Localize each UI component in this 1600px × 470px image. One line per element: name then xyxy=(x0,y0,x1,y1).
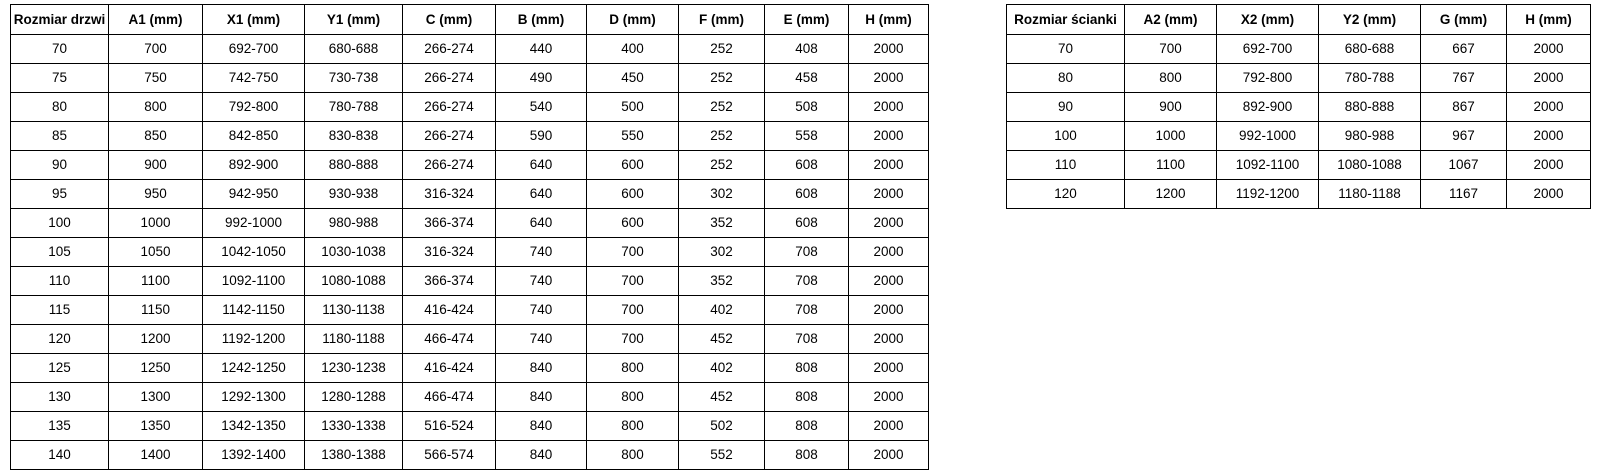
table-cell: 840 xyxy=(496,383,587,412)
table-cell: 992-1000 xyxy=(1217,122,1319,151)
table-row xyxy=(11,267,929,296)
table-row xyxy=(1007,93,1591,122)
table-cell: 800 xyxy=(1125,64,1217,93)
table-cell: 516-524 xyxy=(403,412,496,441)
table-cell: 2000 xyxy=(1507,122,1591,151)
table-cell: 266-274 xyxy=(403,35,496,64)
column-header: Rozmiar ścianki xyxy=(1007,5,1125,35)
table-cell: 730-738 xyxy=(305,64,403,93)
table-cell: 2000 xyxy=(1507,93,1591,122)
table-cell: 830-838 xyxy=(305,122,403,151)
table-cell: 600 xyxy=(587,209,679,238)
table-cell: 550 xyxy=(587,122,679,151)
table-cell: 2000 xyxy=(1507,35,1591,64)
table-cell: 808 xyxy=(765,383,849,412)
column-header: Y2 (mm) xyxy=(1319,5,1421,35)
table-cell: 1000 xyxy=(109,209,203,238)
table-cell: 490 xyxy=(496,64,587,93)
table-cell: 792-800 xyxy=(1217,64,1319,93)
table-cell: 1280-1288 xyxy=(305,383,403,412)
table-cell: 558 xyxy=(765,122,849,151)
table-cell: 700 xyxy=(109,35,203,64)
table-cell: 552 xyxy=(679,441,765,470)
table-row xyxy=(11,325,929,354)
table-cell: 466-474 xyxy=(403,325,496,354)
table-row xyxy=(11,180,929,209)
table-cell: 692-700 xyxy=(203,35,305,64)
column-header: B (mm) xyxy=(496,5,587,35)
table-cell: 2000 xyxy=(849,180,929,209)
table-cell: 2000 xyxy=(849,441,929,470)
table-row xyxy=(1007,35,1591,64)
table-cell: 266-274 xyxy=(403,151,496,180)
table-cell: 2000 xyxy=(1507,180,1591,209)
table-cell: 680-688 xyxy=(305,35,403,64)
table-cell: 508 xyxy=(765,93,849,122)
table-header-row xyxy=(11,5,929,35)
table-cell: 90 xyxy=(1007,93,1125,122)
table-cell: 125 xyxy=(11,354,109,383)
table-cell: 80 xyxy=(1007,64,1125,93)
table-cell: 640 xyxy=(496,209,587,238)
table-cell: 1192-1200 xyxy=(203,325,305,354)
table-cell: 608 xyxy=(765,209,849,238)
table-cell: 120 xyxy=(1007,180,1125,209)
table-cell: 708 xyxy=(765,325,849,354)
table-cell: 450 xyxy=(587,64,679,93)
table-cell: 135 xyxy=(11,412,109,441)
table-cell: 700 xyxy=(587,325,679,354)
table-row xyxy=(1007,180,1591,209)
table-cell: 1092-1100 xyxy=(203,267,305,296)
table-cell: 1250 xyxy=(109,354,203,383)
table-cell: 980-988 xyxy=(305,209,403,238)
table-cell: 930-938 xyxy=(305,180,403,209)
table-cell: 1142-1150 xyxy=(203,296,305,325)
table-cell: 680-688 xyxy=(1319,35,1421,64)
table-cell: 502 xyxy=(679,412,765,441)
table-cell: 992-1000 xyxy=(203,209,305,238)
column-header: Y1 (mm) xyxy=(305,5,403,35)
table-cell: 500 xyxy=(587,93,679,122)
column-header: F (mm) xyxy=(679,5,765,35)
table-cell: 1180-1188 xyxy=(305,325,403,354)
table-cell: 2000 xyxy=(849,325,929,354)
table-cell: 980-988 xyxy=(1319,122,1421,151)
table-cell: 892-900 xyxy=(203,151,305,180)
table-cell: 400 xyxy=(587,35,679,64)
table-cell: 266-274 xyxy=(403,64,496,93)
table-cell: 740 xyxy=(496,267,587,296)
table-cell: 1380-1388 xyxy=(305,441,403,470)
table-cell: 1330-1338 xyxy=(305,412,403,441)
table-cell: 302 xyxy=(679,238,765,267)
table-cell: 867 xyxy=(1421,93,1507,122)
table-cell: 70 xyxy=(1007,35,1125,64)
table-cell: 2000 xyxy=(1507,151,1591,180)
table-cell: 302 xyxy=(679,180,765,209)
table-cell: 80 xyxy=(11,93,109,122)
table-cell: 880-888 xyxy=(305,151,403,180)
table-cell: 1350 xyxy=(109,412,203,441)
table-cell: 130 xyxy=(11,383,109,412)
table-cell: 840 xyxy=(496,412,587,441)
table-cell: 1180-1188 xyxy=(1319,180,1421,209)
table-cell: 2000 xyxy=(849,238,929,267)
table-cell: 767 xyxy=(1421,64,1507,93)
table-cell: 2000 xyxy=(849,354,929,383)
column-header: E (mm) xyxy=(765,5,849,35)
table-cell: 892-900 xyxy=(1217,93,1319,122)
table-cell: 692-700 xyxy=(1217,35,1319,64)
column-header: D (mm) xyxy=(587,5,679,35)
table-row xyxy=(1007,151,1591,180)
table-cell: 640 xyxy=(496,180,587,209)
table-cell: 967 xyxy=(1421,122,1507,151)
table-cell: 1150 xyxy=(109,296,203,325)
table-cell: 1030-1038 xyxy=(305,238,403,267)
table-cell: 140 xyxy=(11,441,109,470)
table-cell: 366-374 xyxy=(403,267,496,296)
table-cell: 1067 xyxy=(1421,151,1507,180)
table-cell: 352 xyxy=(679,267,765,296)
table-cell: 2000 xyxy=(849,122,929,151)
table-cell: 1300 xyxy=(109,383,203,412)
table-cell: 110 xyxy=(1007,151,1125,180)
doors-dimensions-table-container xyxy=(10,4,929,470)
table-cell: 1092-1100 xyxy=(1217,151,1319,180)
table-cell: 416-424 xyxy=(403,296,496,325)
table-row xyxy=(11,209,929,238)
table-row xyxy=(11,296,929,325)
table-cell: 608 xyxy=(765,151,849,180)
table-cell: 466-474 xyxy=(403,383,496,412)
table-cell: 2000 xyxy=(849,93,929,122)
table-cell: 408 xyxy=(765,35,849,64)
column-header: C (mm) xyxy=(403,5,496,35)
table-cell: 800 xyxy=(587,412,679,441)
column-header: Rozmiar drzwi xyxy=(11,5,109,35)
table-row xyxy=(11,441,929,470)
table-cell: 950 xyxy=(109,180,203,209)
table-cell: 1080-1088 xyxy=(305,267,403,296)
table-cell: 252 xyxy=(679,64,765,93)
table-cell: 880-888 xyxy=(1319,93,1421,122)
table-cell: 120 xyxy=(11,325,109,354)
table-cell: 110 xyxy=(11,267,109,296)
table-row xyxy=(11,35,929,64)
table-cell: 2000 xyxy=(849,209,929,238)
table-row xyxy=(1007,64,1591,93)
table-cell: 440 xyxy=(496,35,587,64)
table-cell: 700 xyxy=(587,238,679,267)
table-cell: 1192-1200 xyxy=(1217,180,1319,209)
table-cell: 316-324 xyxy=(403,180,496,209)
table-cell: 590 xyxy=(496,122,587,151)
table-cell: 352 xyxy=(679,209,765,238)
table-cell: 740 xyxy=(496,238,587,267)
table-cell: 566-574 xyxy=(403,441,496,470)
table-row xyxy=(11,354,929,383)
column-header: G (mm) xyxy=(1421,5,1507,35)
table-cell: 1400 xyxy=(109,441,203,470)
table-cell: 800 xyxy=(587,383,679,412)
column-header: X2 (mm) xyxy=(1217,5,1319,35)
table-cell: 1230-1238 xyxy=(305,354,403,383)
column-header: H (mm) xyxy=(1507,5,1591,35)
table-cell: 667 xyxy=(1421,35,1507,64)
table-cell: 366-374 xyxy=(403,209,496,238)
table-cell: 700 xyxy=(1125,35,1217,64)
table-cell: 708 xyxy=(765,267,849,296)
table-cell: 100 xyxy=(1007,122,1125,151)
table-cell: 70 xyxy=(11,35,109,64)
table-row xyxy=(11,238,929,267)
table-cell: 100 xyxy=(11,209,109,238)
table-cell: 416-424 xyxy=(403,354,496,383)
walls-dimensions-table-container xyxy=(1006,4,1591,209)
table-cell: 1042-1050 xyxy=(203,238,305,267)
table-cell: 800 xyxy=(109,93,203,122)
table-cell: 900 xyxy=(1125,93,1217,122)
table-row xyxy=(1007,122,1591,151)
table-cell: 2000 xyxy=(849,383,929,412)
table-row xyxy=(11,64,929,93)
table-cell: 1200 xyxy=(109,325,203,354)
table-cell: 1100 xyxy=(109,267,203,296)
table-row xyxy=(11,151,929,180)
table-cell: 266-274 xyxy=(403,93,496,122)
table-cell: 700 xyxy=(587,267,679,296)
table-cell: 742-750 xyxy=(203,64,305,93)
table-cell: 1392-1400 xyxy=(203,441,305,470)
column-header: A2 (mm) xyxy=(1125,5,1217,35)
table-cell: 708 xyxy=(765,296,849,325)
table-cell: 458 xyxy=(765,64,849,93)
table-cell: 2000 xyxy=(849,296,929,325)
column-header: A1 (mm) xyxy=(109,5,203,35)
table-cell: 1342-1350 xyxy=(203,412,305,441)
column-header: X1 (mm) xyxy=(203,5,305,35)
table-cell: 2000 xyxy=(849,64,929,93)
table-cell: 1000 xyxy=(1125,122,1217,151)
table-cell: 115 xyxy=(11,296,109,325)
table-cell: 780-788 xyxy=(305,93,403,122)
table-cell: 800 xyxy=(587,354,679,383)
table-cell: 850 xyxy=(109,122,203,151)
table-cell: 900 xyxy=(109,151,203,180)
table-cell: 540 xyxy=(496,93,587,122)
table-cell: 2000 xyxy=(849,412,929,441)
table-cell: 740 xyxy=(496,325,587,354)
table-cell: 942-950 xyxy=(203,180,305,209)
table-cell: 2000 xyxy=(849,35,929,64)
table-cell: 95 xyxy=(11,180,109,209)
table-cell: 750 xyxy=(109,64,203,93)
table-cell: 2000 xyxy=(1507,64,1591,93)
table-cell: 1167 xyxy=(1421,180,1507,209)
table-cell: 1242-1250 xyxy=(203,354,305,383)
table-cell: 1130-1138 xyxy=(305,296,403,325)
doors-dimensions-table xyxy=(10,4,929,470)
table-cell: 316-324 xyxy=(403,238,496,267)
table-cell: 75 xyxy=(11,64,109,93)
table-cell: 105 xyxy=(11,238,109,267)
table-cell: 85 xyxy=(11,122,109,151)
table-cell: 792-800 xyxy=(203,93,305,122)
table-cell: 640 xyxy=(496,151,587,180)
table-cell: 608 xyxy=(765,180,849,209)
table-header-row xyxy=(1007,5,1591,35)
column-header: H (mm) xyxy=(849,5,929,35)
table-cell: 90 xyxy=(11,151,109,180)
table-cell: 840 xyxy=(496,441,587,470)
table-row xyxy=(11,122,929,151)
table-cell: 740 xyxy=(496,296,587,325)
table-cell: 700 xyxy=(587,296,679,325)
table-row xyxy=(11,383,929,412)
table-cell: 266-274 xyxy=(403,122,496,151)
table-cell: 1080-1088 xyxy=(1319,151,1421,180)
table-row xyxy=(11,93,929,122)
table-cell: 1100 xyxy=(1125,151,1217,180)
table-cell: 1050 xyxy=(109,238,203,267)
table-cell: 1292-1300 xyxy=(203,383,305,412)
table-cell: 402 xyxy=(679,354,765,383)
table-cell: 252 xyxy=(679,35,765,64)
table-cell: 600 xyxy=(587,151,679,180)
table-cell: 1200 xyxy=(1125,180,1217,209)
table-cell: 452 xyxy=(679,383,765,412)
table-cell: 2000 xyxy=(849,267,929,296)
table-cell: 402 xyxy=(679,296,765,325)
table-row xyxy=(11,412,929,441)
table-cell: 252 xyxy=(679,151,765,180)
table-cell: 808 xyxy=(765,412,849,441)
table-cell: 800 xyxy=(587,441,679,470)
table-cell: 252 xyxy=(679,93,765,122)
table-cell: 808 xyxy=(765,441,849,470)
table-cell: 780-788 xyxy=(1319,64,1421,93)
table-cell: 808 xyxy=(765,354,849,383)
walls-dimensions-table xyxy=(1006,4,1591,209)
table-cell: 708 xyxy=(765,238,849,267)
table-cell: 2000 xyxy=(849,151,929,180)
table-cell: 600 xyxy=(587,180,679,209)
table-cell: 452 xyxy=(679,325,765,354)
table-cell: 252 xyxy=(679,122,765,151)
table-cell: 840 xyxy=(496,354,587,383)
table-cell: 842-850 xyxy=(203,122,305,151)
